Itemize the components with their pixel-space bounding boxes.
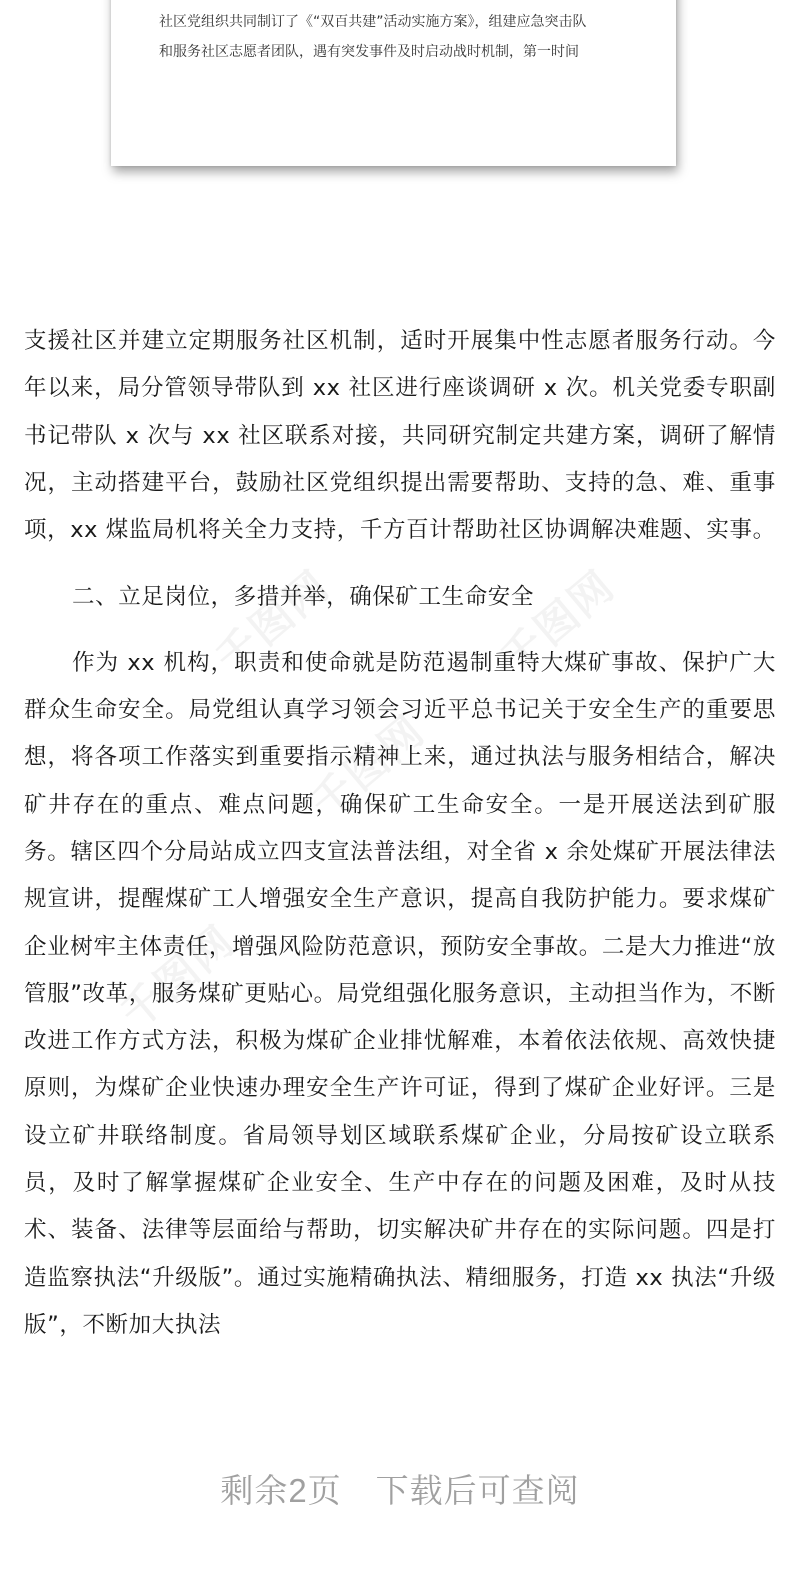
cut-off-text-line	[159, 0, 629, 2]
preview-text-line-1: 社区党组织共同制订了《“双百共建”活动实施方案》，组建应急突击队	[159, 14, 587, 30]
download-to-view-label: 下载后可查阅	[375, 1472, 580, 1509]
watermark: 千图网	[111, 915, 244, 1039]
watermark: 千图网	[206, 560, 339, 684]
preview-text-line-2: 和服务社区志愿者团队，遇有突发事件及时启动战时机制，第一时间	[159, 44, 579, 60]
download-prompt[interactable]	[0, 1465, 800, 1512]
document-body	[24, 318, 776, 1349]
watermark: 千图网	[301, 705, 434, 829]
previous-page-preview	[111, 0, 676, 166]
body-paragraph-1: 支援社区并建立定期服务社区机制，适时开展集中性志愿者服务行动。今年以来，局分管领导带队到 xx 社区进行座谈调研 x 次。机关党委专职副书记带队 x 次与 xx 社区联系对接，共同研究制定共建方案，调研了解情况，主动搭建平台，鼓励社区党组织提出需要帮助、支持的急、难、重事项，xx 煤监局机将关全力支持，千方百计帮助社区协调解决难题、实事。	[24, 328, 776, 544]
section-heading: 二、立足岗位，多措并举，确保矿工生命安全	[72, 584, 535, 611]
remaining-pages-label: 剩余2页	[220, 1472, 342, 1509]
body-paragraph-2: 作为 xx 机构，职责和使命就是防范遏制重特大煤矿事故、保护广大群众生命安全。局党组认真学习领会习近平总书记关于安全生产的重要思想，将各项工作落实到重要指示精神上来，通过执法与服务相结合，解决矿井存在的重点、难点问题，确保矿工生命安全。一是开展送法到矿服务。辖区四个分局站成立四支宣法普法组，对全省 x 余处煤矿开展法律法规宣讲，提醒煤矿工人增强安全生产意识，提高自我防护能力。要求煤矿企业树牢主体责任，增强风险防范意识，预防安全事故。二是大力推进“放管服”改革，服务煤矿更贴心。局党组强化服务意识，主动担当作为，不断改进工作方式方法，积极为煤矿企业排忧解难，本着依法依规、高效快捷原则，为煤矿企业快速办理安全生产许可证，得到了煤矿企业好评。三是设立矿井联络制度。省局领导划区域联系煤矿企业，分局按矿设立联系员，及时了解掌握煤矿企业安全、生产中存在的问题及困难，及时从技术、装备、法律等层面给与帮助，切实解决矿井存在的实际问题。四是打造监察执法“升级版”。通过实施精确执法、精细服务，打造 xx 执法“升级版”，不断加大执法	[24, 649, 776, 1338]
watermark: 千图网	[491, 560, 624, 684]
